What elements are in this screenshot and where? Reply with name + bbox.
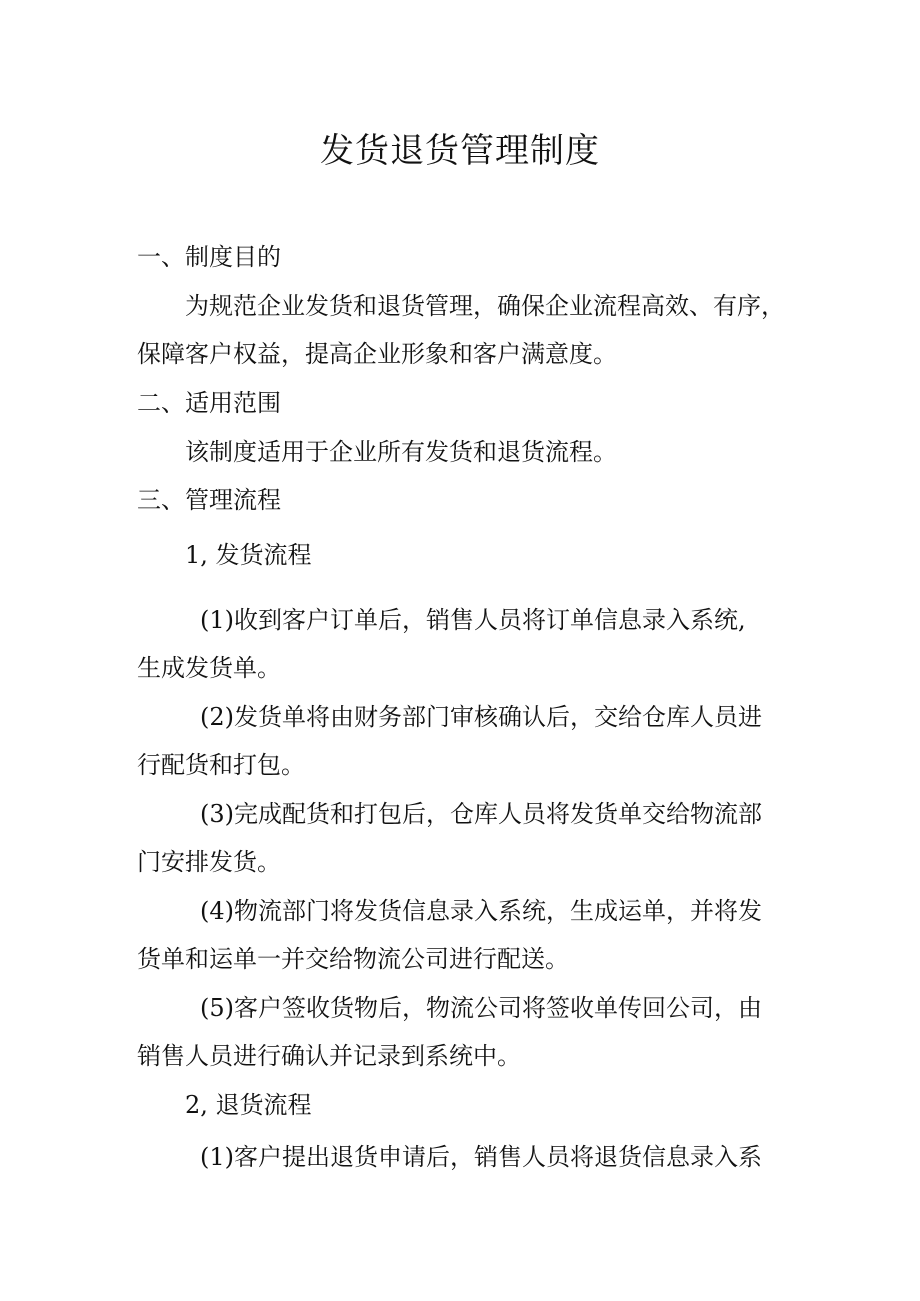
list-item-line: (1)收到客户订单后，销售人员将订单信息录入系统, — [200, 606, 746, 634]
paragraph-line: 该制度适用于企业所有发货和退货流程。 — [185, 438, 617, 466]
section-heading-process: 三、管理流程 — [137, 486, 281, 514]
list-item-line: 货单和运单一并交给物流公司进行配送。 — [137, 945, 569, 973]
list-item-line: 生成发货单。 — [137, 654, 281, 682]
list-item-line: 行配货和打包。 — [137, 751, 305, 779]
subsection-heading-shipping: 1, 发货流程 — [185, 541, 312, 569]
list-item-line: 门安排发货。 — [137, 848, 281, 876]
list-item-line: (2)发货单将由财务部门审核确认后，交给仓库人员进 — [200, 703, 762, 731]
subsection-heading-returns: 2, 退货流程 — [185, 1091, 312, 1119]
list-item-line: (3)完成配货和打包后，仓库人员将发货单交给物流部 — [200, 800, 762, 828]
section-heading-purpose: 一、制度目的 — [137, 243, 281, 271]
paragraph-line: 保障客户权益，提高企业形象和客户满意度。 — [137, 340, 617, 368]
list-item-line: (4)物流部门将发货信息录入系统，生成运单，并将发 — [200, 897, 762, 925]
list-item-line: 销售人员进行确认并记录到系统中。 — [137, 1042, 521, 1070]
paragraph-line: 为规范企业发货和退货管理，确保企业流程高效、有序， — [185, 292, 785, 320]
section-heading-scope: 二、适用范围 — [137, 389, 281, 417]
document-title: 发货退货管理制度 — [320, 131, 600, 171]
list-item-line: (1)客户提出退货申请后，销售人员将退货信息录入系 — [200, 1143, 762, 1171]
list-item-line: (5)客户签收货物后，物流公司将签收单传回公司，由 — [200, 994, 762, 1022]
